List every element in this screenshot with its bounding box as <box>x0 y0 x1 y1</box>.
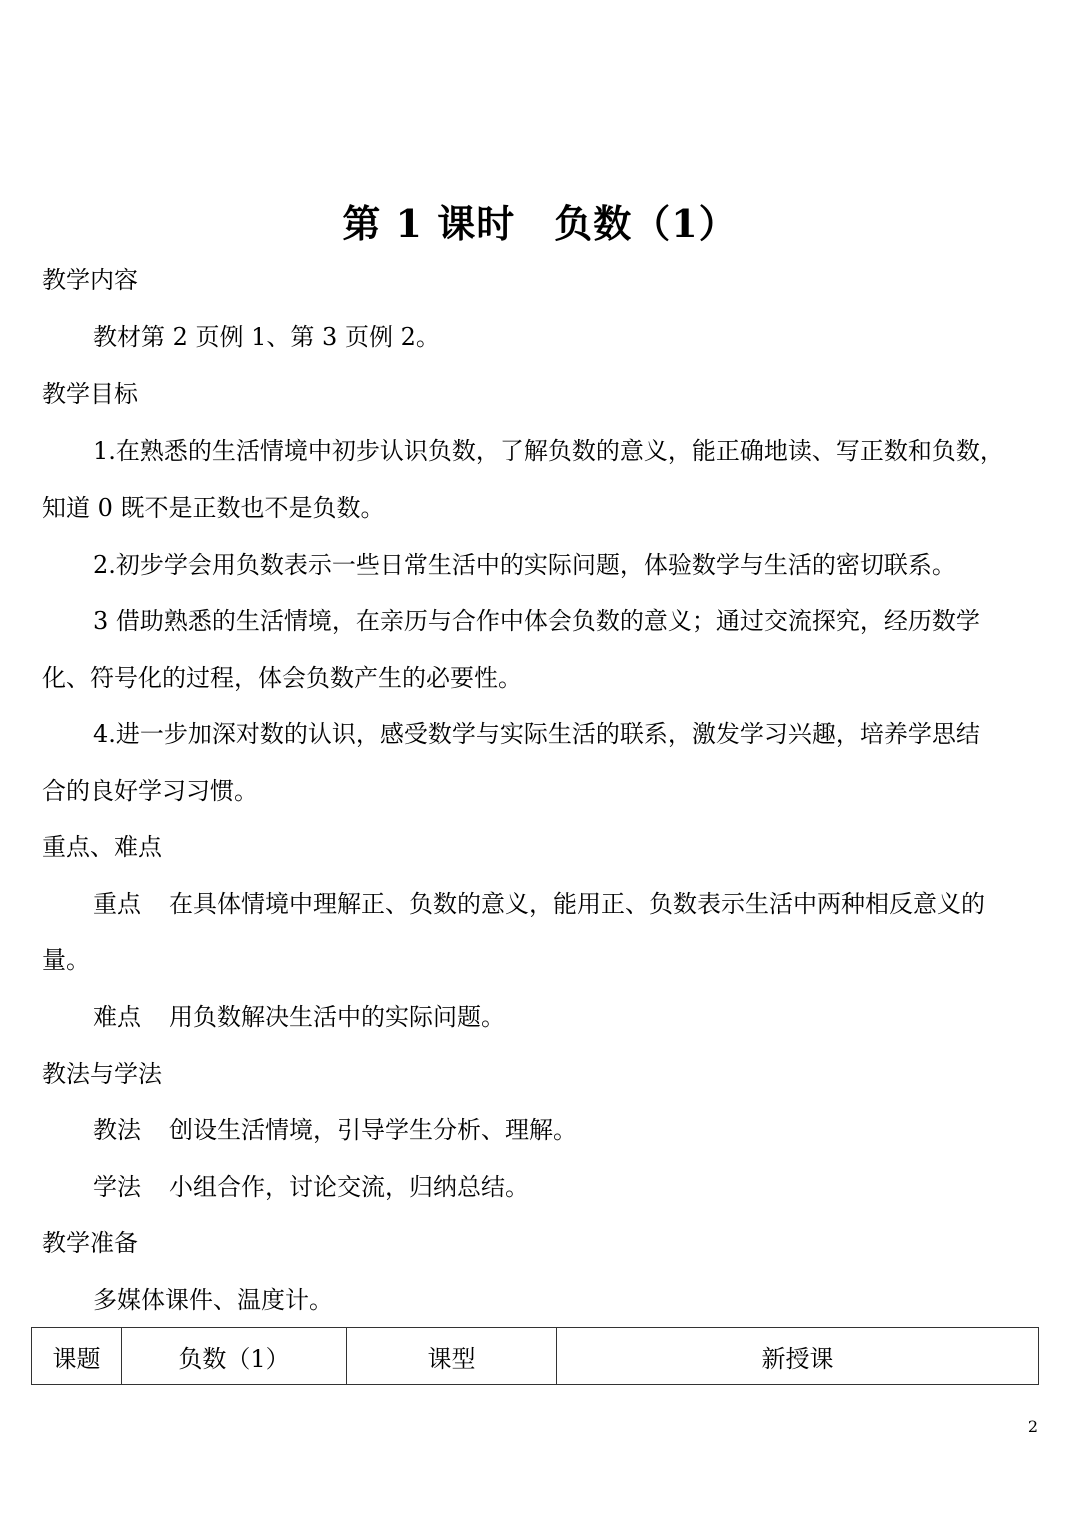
page-title: 第 1 课时 负数（1） <box>342 201 738 246</box>
key-point-line <box>93 887 985 921</box>
goal-line: 1.在熟悉的生活情境中初步认识负数，了解负数的意义，能正确地读、写正数和负数， <box>93 437 1004 465</box>
key-point-label: 重点 <box>93 890 141 918</box>
learning-method-label: 学法 <box>93 1173 141 1201</box>
preparation-text: 多媒体课件、温度计。 <box>93 1286 333 1314</box>
difficult-point-line <box>93 1000 505 1034</box>
difficult-point-label: 难点 <box>93 1003 141 1031</box>
goal-line: 知道 0 既不是正数也不是负数。 <box>42 494 385 522</box>
lesson-info-table <box>31 1327 1039 1385</box>
goal-line: 3 借助熟悉的生活情境，在亲历与合作中体会负数的意义；通过交流探究，经历数学 <box>93 607 980 635</box>
heading-teaching-goals: 教学目标 <box>42 380 138 408</box>
learning-method-text: 小组合作，讨论交流，归纳总结。 <box>169 1173 529 1201</box>
goal-line: 合的良好学习习惯。 <box>42 777 258 805</box>
heading-key-points: 重点、难点 <box>42 833 162 861</box>
heading-teaching-content: 教学内容 <box>42 266 138 294</box>
goal-line: 化、符号化的过程，体会负数产生的必要性。 <box>42 664 522 692</box>
heading-preparation: 教学准备 <box>42 1229 138 1257</box>
type-label-cell: 课型 <box>347 1328 557 1385</box>
key-point-text: 在具体情境中理解正、负数的意义，能用正、负数表示生活中两种相反意义的 <box>169 890 985 918</box>
heading-methods: 教法与学法 <box>42 1060 162 1088</box>
learning-method-line <box>93 1170 529 1204</box>
topic-label-cell: 课题 <box>32 1328 122 1385</box>
teaching-method-line <box>93 1113 577 1147</box>
goal-line: 4.进一步加深对数的认识，感受数学与实际生活的联系，激发学习兴趣，培养学思结 <box>93 720 980 748</box>
topic-value-cell: 负数（1） <box>122 1328 347 1385</box>
key-point-continuation: 量。 <box>42 946 90 974</box>
goal-line: 2.初步学会用负数表示一些日常生活中的实际问题，体验数学与生活的密切联系。 <box>93 551 956 579</box>
teaching-content-text: 教材第 2 页例 1、第 3 页例 2。 <box>93 323 440 351</box>
teaching-method-label: 教法 <box>93 1116 141 1144</box>
difficult-point-text: 用负数解决生活中的实际问题。 <box>169 1003 505 1031</box>
type-value-cell: 新授课 <box>557 1328 1039 1385</box>
teaching-method-text: 创设生活情境，引导学生分析、理解。 <box>169 1116 577 1144</box>
table-row <box>32 1328 1039 1385</box>
page-number: 2 <box>1027 1417 1038 1436</box>
